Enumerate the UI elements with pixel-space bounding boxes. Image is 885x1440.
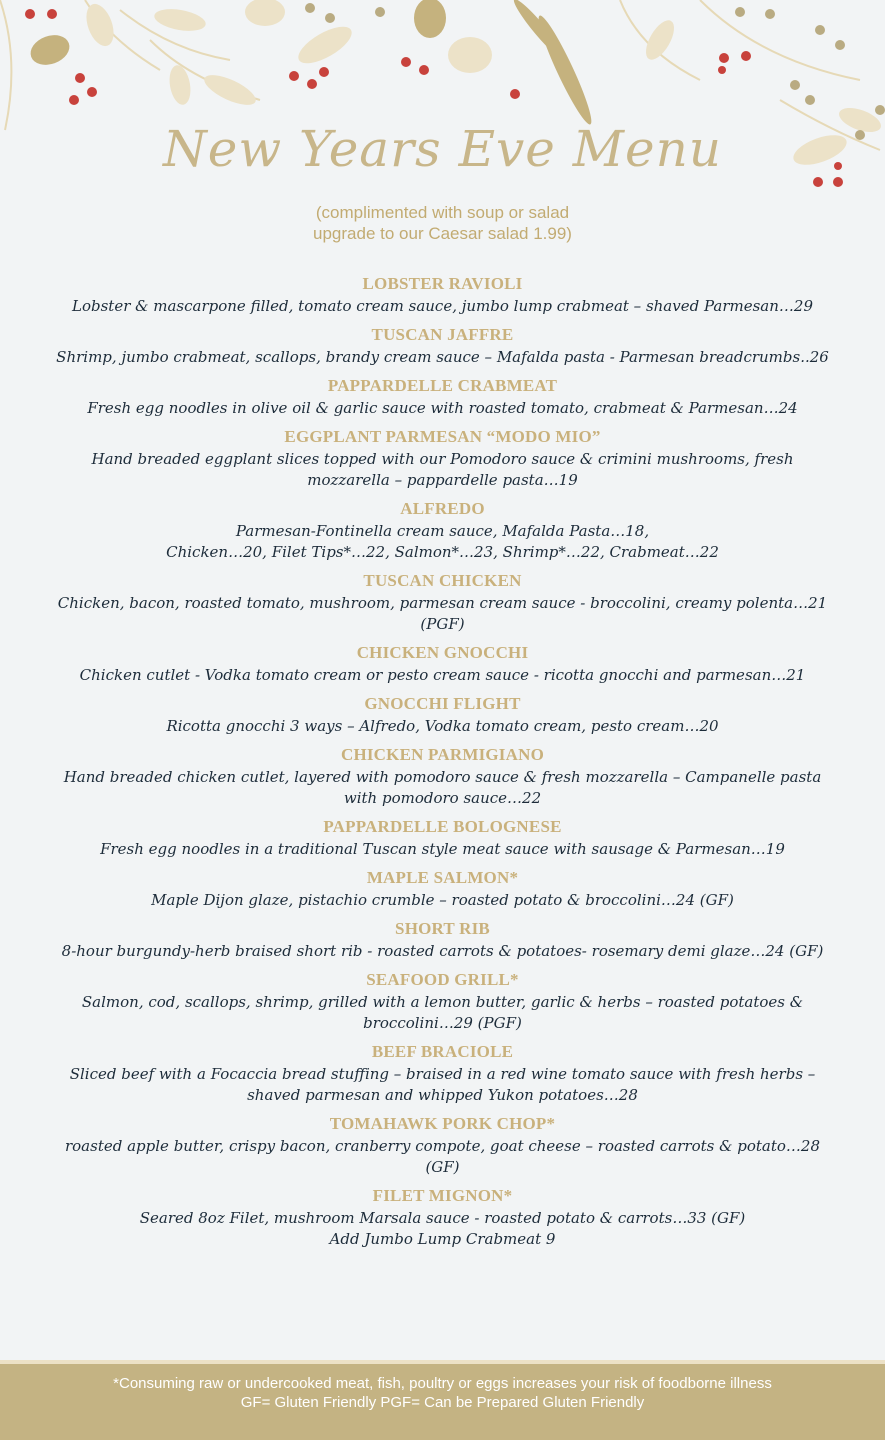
menu-item-description: Chicken cutlet - Vodka tomato cream or pesto cream sauce - ricotta gnocchi and parmesan…21 <box>79 666 806 684</box>
menu-item <box>50 497 835 563</box>
menu-item-name: CHICKEN GNOCCHI <box>356 643 529 662</box>
menu-item-description: 8-hour burgundy-herb braised short rib - roasted carrots & potatoes- rosemary demi glaze…24 (GF) <box>61 942 824 960</box>
menu-item <box>50 1040 835 1106</box>
footer-line-2: GF= Gluten Friendly PGF= Can be Prepared Gluten Friendly <box>240 1394 645 1411</box>
menu-item-description: Chicken, bacon, roasted tomato, mushroom, parmesan cream sauce - broccolini, creamy polenta…21 (PGF) <box>57 594 828 633</box>
menu-item-description: roasted apple butter, crispy bacon, cranberry compote, goat cheese – roasted carrots & potato…28 (GF) <box>64 1137 820 1176</box>
subtitle-line-1: (complimented with soup or salad <box>315 203 570 222</box>
menu-item-name: LOBSTER RAVIOLI <box>362 274 523 293</box>
menu-item <box>50 641 835 686</box>
menu-item-name: PAPPARDELLE CRABMEAT <box>327 376 558 395</box>
footer-line-1: *Consuming raw or undercooked meat, fish, poultry or eggs increases your risk of foodborne illness <box>113 1375 772 1392</box>
menu-item <box>50 692 835 737</box>
menu-item <box>50 374 835 419</box>
menu-item-name: TUSCAN CHICKEN <box>363 571 522 590</box>
menu-item <box>50 1112 835 1178</box>
menu-item <box>50 323 835 368</box>
menu-list <box>50 272 835 1256</box>
menu-item <box>50 272 835 317</box>
menu-item-description: Shrimp, jumbo crabmeat, scallops, brandy cream sauce – Mafalda pasta - Parmesan breadcrumbs..26 <box>56 348 829 366</box>
menu-item-description-extra: Chicken…20, Filet Tips*…22, Salmon*…23, Shrimp*…22, Crabmeat…22 <box>166 543 719 561</box>
menu-item-description: Sliced beef with a Focaccia bread stuffing – braised in a red wine tomato sauce with fresh herbs – shaved parmesan and whipped Yukon potatoes…28 <box>69 1065 816 1104</box>
menu-item <box>50 917 835 962</box>
menu-item <box>50 1184 835 1250</box>
menu-item-name: PAPPARDELLE BOLOGNESE <box>323 817 562 836</box>
menu-subtitle <box>0 202 885 244</box>
menu-item-name: BEEF BRACIOLE <box>371 1042 514 1061</box>
menu-item-name: SHORT RIB <box>395 919 490 938</box>
menu-item <box>50 968 835 1034</box>
menu-item-description: Salmon, cod, scallops, shrimp, grilled with a lemon butter, garlic & herbs – roasted potatoes & broccolini…29 (PGF) <box>81 993 804 1032</box>
menu-item-name: CHICKEN PARMIGIANO <box>340 745 545 764</box>
menu-item-name: TOMAHAWK PORK CHOP* <box>329 1114 556 1133</box>
menu-item <box>50 425 835 491</box>
menu-item <box>50 569 835 635</box>
menu-item-description: Fresh egg noodles in olive oil & garlic sauce with roasted tomato, crabmeat & Parmesan…24 <box>87 399 798 417</box>
menu-item-name: ALFREDO <box>400 499 485 518</box>
menu-item <box>50 866 835 911</box>
menu-item-name: MAPLE SALMON* <box>366 868 519 887</box>
menu-item-description: Fresh egg noodles in a traditional Tuscan style meat sauce with sausage & Parmesan…19 <box>100 840 785 858</box>
menu-item-description: Hand breaded chicken cutlet, layered with pomodoro sauce & fresh mozzarella – Campanelle pasta with pomodoro sauce…22 <box>63 768 822 807</box>
menu-item-name: TUSCAN JAFFRE <box>371 325 514 344</box>
menu-item-name: FILET MIGNON* <box>372 1186 513 1205</box>
subtitle-line-2: upgrade to our Caesar salad 1.99) <box>313 224 572 243</box>
menu-title: New Years Eve Menu <box>163 120 722 178</box>
menu-item-description: Lobster & mascarpone filled, tomato cream sauce, jumbo lump crabmeat – shaved Parmesan…29 <box>72 297 813 315</box>
menu-item-name: SEAFOOD GRILL* <box>366 970 519 989</box>
menu-item-name: GNOCCHI FLIGHT <box>364 694 521 713</box>
menu-item-description-extra: Add Jumbo Lump Crabmeat 9 <box>329 1230 556 1248</box>
menu-item-name: EGGPLANT PARMESAN “MODO MIO” <box>284 427 601 446</box>
menu-item-description: Hand breaded eggplant slices topped with our Pomodoro sauce & crimini mushrooms, fresh mozzarella – pappardelle pasta…19 <box>91 450 794 489</box>
footer-disclaimer <box>0 1360 885 1440</box>
menu-item <box>50 815 835 860</box>
menu-item-description: Seared 8oz Filet, mushroom Marsala sauce - roasted potato & carrots…33 (GF) <box>139 1209 746 1227</box>
menu-item-description: Ricotta gnocchi 3 ways – Alfredo, Vodka tomato cream, pesto cream…20 <box>166 717 719 735</box>
menu-item-description: Parmesan-Fontinella cream sauce, Mafalda Pasta…18, <box>235 522 650 540</box>
menu-item <box>50 743 835 809</box>
menu-item-description: Maple Dijon glaze, pistachio crumble – roasted potato & broccolini…24 (GF) <box>151 891 734 909</box>
